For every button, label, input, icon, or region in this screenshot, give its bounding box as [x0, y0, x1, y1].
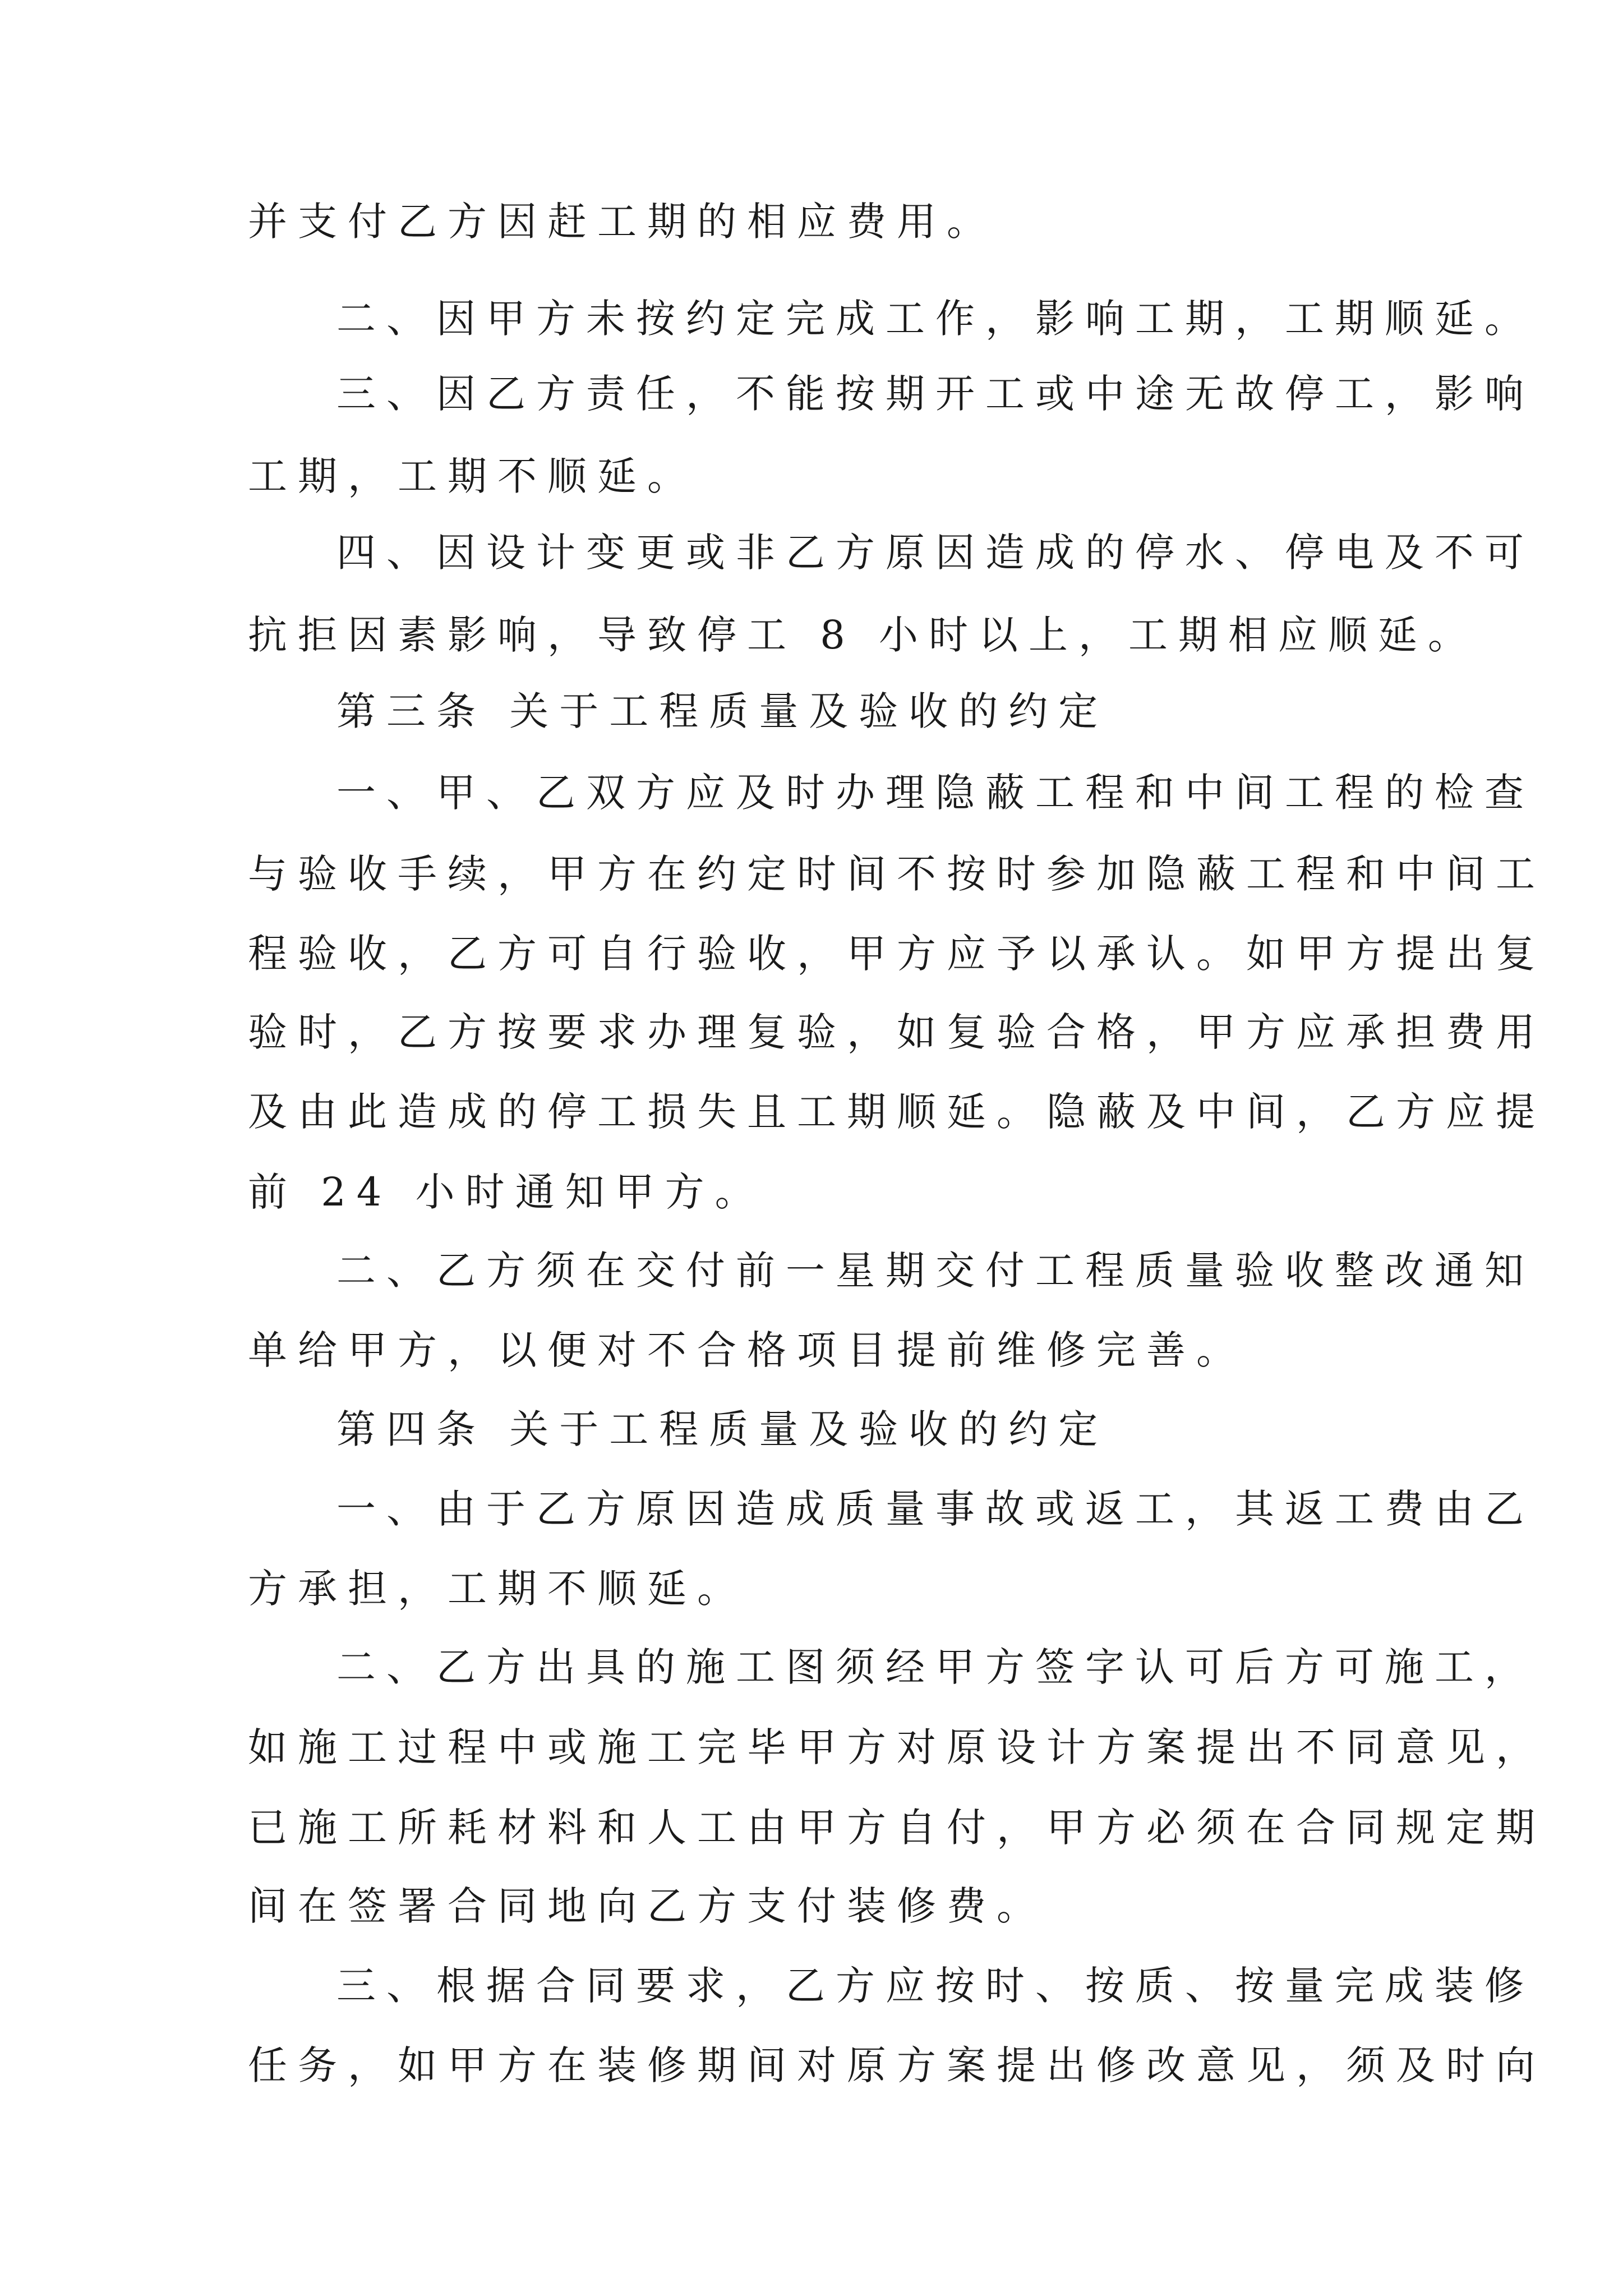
- text-line: 三、根据合同要求，乙方应按时、按质、按量完成装修: [336, 1963, 1534, 2009]
- text-line: 与验收手续，甲方在约定时间不按时参加隐蔽工程和中间工: [248, 851, 1546, 897]
- text-line: 四、因设计变更或非乙方原因造成的停水、停电及不可: [336, 530, 1534, 576]
- text-line: 一、甲、乙双方应及时办理隐蔽工程和中间工程的检查: [336, 770, 1534, 816]
- text-line: 程验收，乙方可自行验收，甲方应予以承认。如甲方提出复: [248, 931, 1546, 977]
- section-heading: 第四条 关于工程质量及验收的约定: [336, 1406, 1109, 1452]
- text-line: 并支付乙方因赶工期的相应费用。: [248, 199, 997, 245]
- text-line: 已施工所耗材料和人工由甲方自付，甲方必须在合同规定期: [248, 1805, 1546, 1851]
- text-line: 验时，乙方按要求办理复验，如复验合格，甲方应承担费用: [248, 1009, 1546, 1055]
- text-line: 二、乙方出具的施工图须经甲方签字认可后方可施工，: [336, 1644, 1534, 1690]
- text-line: 工期，工期不顺延。: [248, 453, 697, 499]
- text-line: 单给甲方，以便对不合格项目提前维修完善。: [248, 1327, 1246, 1373]
- text-line: 方承担，工期不顺延。: [248, 1566, 747, 1612]
- text-line: 二、乙方须在交付前一星期交付工程质量验收整改通知: [336, 1248, 1534, 1294]
- text-line: 及由此造成的停工损失且工期顺延。隐蔽及中间，乙方应提: [248, 1089, 1546, 1135]
- text-line: 三、因乙方责任，不能按期开工或中途无故停工，影响: [336, 371, 1534, 417]
- text-line: 抗拒因素影响，导致停工 8 小时以上，工期相应顺延。: [248, 612, 1478, 658]
- text-line: 任务，如甲方在装修期间对原方案提出修改意见，须及时向: [248, 2042, 1546, 2088]
- text-line: 如施工过程中或施工完毕甲方对原设计方案提出不同意见，: [248, 1724, 1546, 1770]
- text-line: 间在签署合同地向乙方支付装修费。: [248, 1883, 1046, 1929]
- section-heading: 第三条 关于工程质量及验收的约定: [336, 688, 1109, 734]
- text-line: 一、由于乙方原因造成质量事故或返工，其返工费由乙: [336, 1486, 1534, 1532]
- text-line: 前 24 小时通知甲方。: [248, 1169, 765, 1215]
- text-line: 二、因甲方未按约定完成工作，影响工期，工期顺延。: [336, 296, 1534, 342]
